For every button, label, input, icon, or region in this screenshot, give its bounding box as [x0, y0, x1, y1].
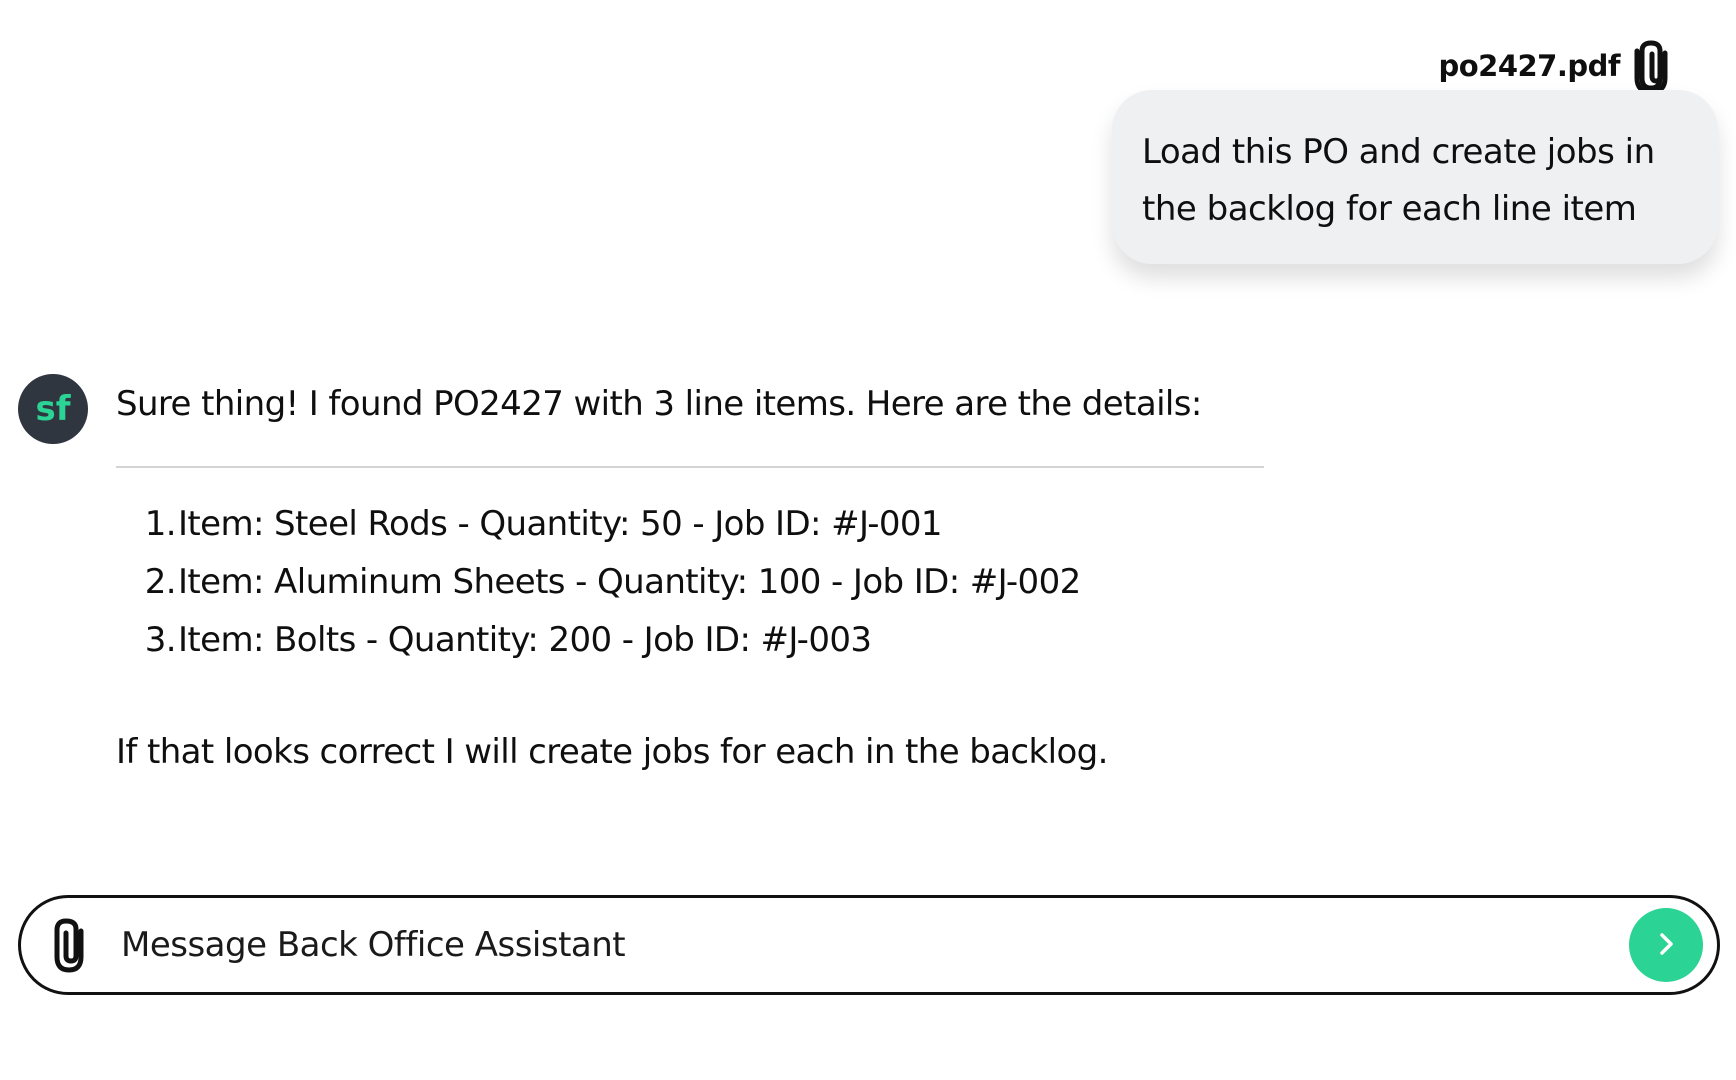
line-item-text: Item: Steel Rods - Quantity: 50 - Job ID: #J-001 [178, 504, 942, 544]
attachment-filename[interactable]: po2427.pdf [1438, 49, 1620, 83]
line-item-number: 2. [144, 562, 176, 602]
message-composer [18, 895, 1720, 995]
paperclip-icon [1632, 38, 1674, 94]
line-item [116, 553, 1081, 611]
send-button[interactable] [1629, 908, 1703, 982]
chevron-right-icon [1651, 929, 1681, 962]
user-message-text: Load this PO and create jobs in the backlog for each line item [1142, 132, 1655, 229]
assistant-outro-text: If that looks correct I will create jobs for each in the backlog. [116, 732, 1108, 772]
avatar-initials: sf [35, 389, 71, 429]
message-input[interactable] [119, 924, 1629, 966]
attachment-chip[interactable] [1438, 38, 1674, 94]
line-item-number: 1. [144, 504, 176, 544]
line-item [116, 495, 1081, 553]
user-message-bubble [1112, 90, 1718, 264]
line-item-text: Item: Aluminum Sheets - Quantity: 100 - Job ID: #J-002 [178, 562, 1081, 602]
paperclip-icon[interactable] [47, 915, 91, 975]
line-item-list [116, 495, 1081, 669]
line-item-text: Item: Bolts - Quantity: 200 - Job ID: #J-003 [178, 620, 872, 660]
assistant-avatar [18, 374, 88, 444]
message-divider [116, 466, 1264, 468]
assistant-intro-text: Sure thing! I found PO2427 with 3 line items. Here are the details: [116, 384, 1202, 424]
line-item [116, 611, 1081, 669]
line-item-number: 3. [144, 620, 176, 660]
